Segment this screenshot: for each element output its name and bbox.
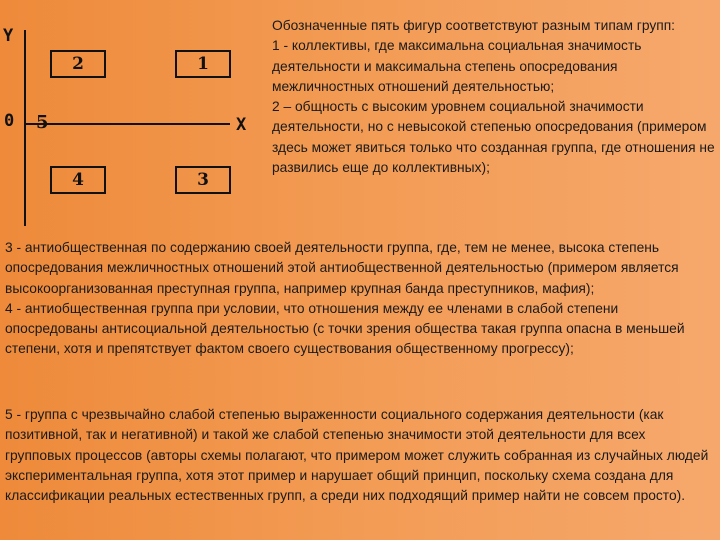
group-box-2-label: 2	[72, 54, 84, 74]
y-axis-label: Y	[3, 26, 14, 46]
group-box-1	[175, 50, 231, 78]
group-types-diagram	[0, 0, 265, 235]
group-box-1-label: 1	[197, 54, 209, 74]
right-column-text: Обозначенные пять фигур соответствуют разным типам групп: 1 - коллективы, где максимальна социальная значимость деятельности и максимальна степень опосредования межличностных отношений деятельностью; 2 – общность с высоким уровнем социальной значимости деятельности, но с невысокой степенью опосредования (примером здесь может явиться только что созданная группа, где отношения не развились еще до коллективных);	[272, 18, 715, 176]
x-axis-line	[24, 123, 230, 125]
group-label-5: 5	[36, 112, 49, 133]
x-axis-label: X	[236, 115, 247, 135]
group-box-4-label: 4	[72, 170, 84, 190]
group-box-4	[50, 166, 106, 194]
group-5-text: 5 - группа с чрезвычайно слабой степенью выраженности социального содержания деятельности (как позитивной, так и негативной) и такой же слабой степенью значимости этой деятельности для всех групповых процессов (авторы схемы полагают, что примером может служить собранная из случайных людей экспериментальная группа, хотя этот пример и нарушает общий принцип, поскольку схема создана для классификации реальных естественных групп, а среди них подходящий пример найти не совсем просто).	[5, 407, 709, 504]
groups-3-4-text: 3 - антиобщественная по содержанию своей деятельности группа, где, тем не менее, высока степень опосредования межличностных отношений этой антиобщественной деятельностью (примером является высокоорганизованная преступная группа, например крупная банда преступников, мафия); 4 - антиобщественная группа при условии, что отношения между ее членами в слабой степени опосредованы антисоциальной деятельностью (с точки зрения общества такая группа опасна в меньшей степени, хотя и препятствует фактом своего существования общественному прогрессу);	[5, 240, 685, 357]
origin-label: 0	[4, 111, 15, 131]
group-box-2	[50, 50, 106, 78]
group-box-3-label: 3	[197, 170, 209, 190]
group-box-3	[175, 166, 231, 194]
y-axis-line	[24, 30, 26, 226]
